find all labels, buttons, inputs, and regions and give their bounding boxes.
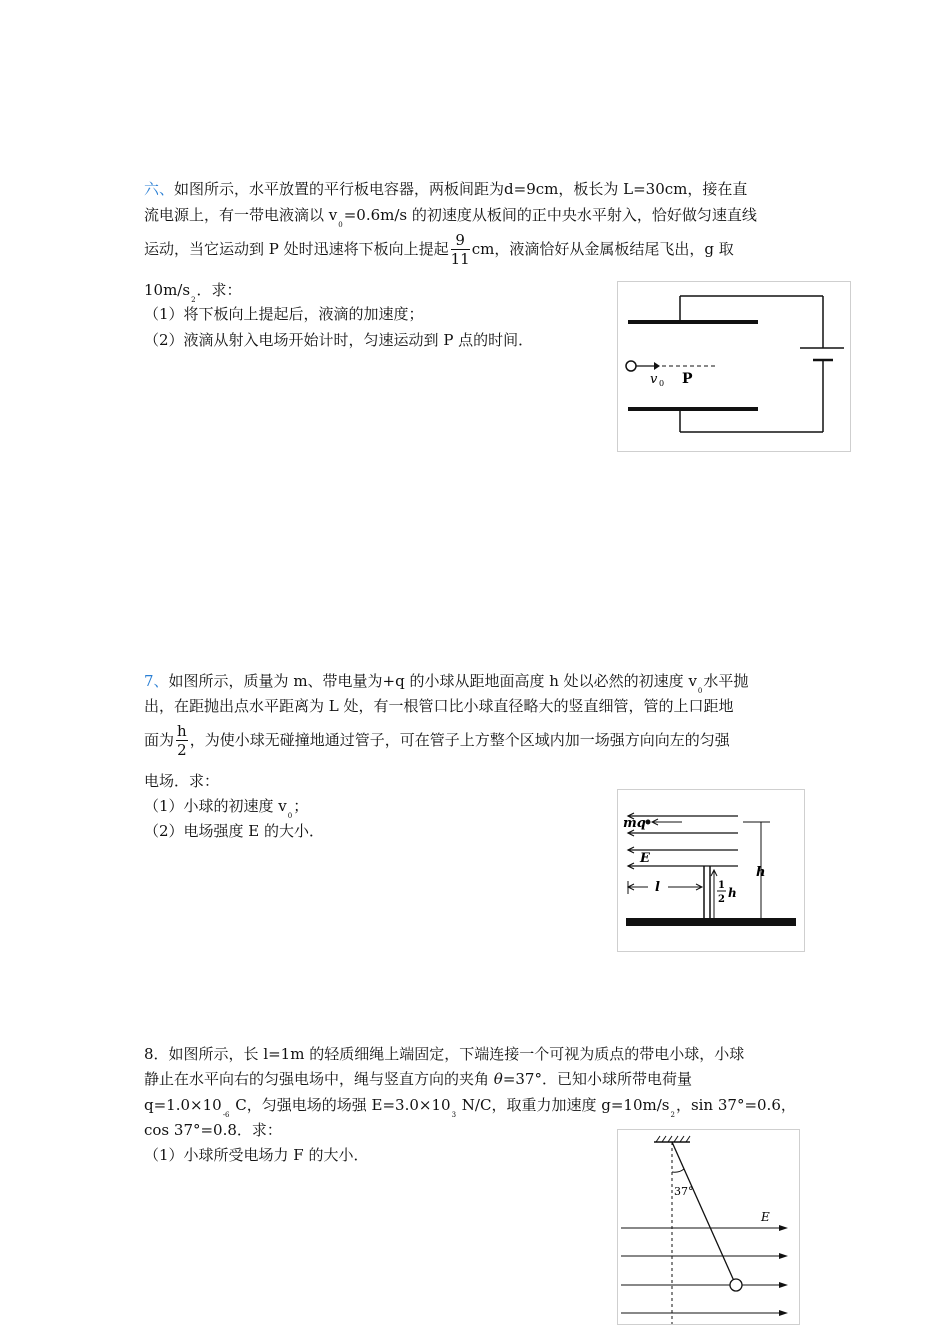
- p-label: P: [682, 371, 693, 387]
- q6-part-1: （1）将下板向上提起后，液滴的加速度；: [144, 305, 424, 323]
- svg-text:0: 0: [659, 379, 665, 388]
- q6-line-3: 运动，当它运动到 P 处时迅速将下板向上提起 $\frac{9}{11}$ cm，液滴恰好从金属板结尾飞出，g 取: [144, 231, 734, 268]
- E-field-label: E: [761, 1210, 770, 1224]
- q8-line-3: $q=1.0\times 10_{-6}$ C，匀强电场的场强 $E=3.0\times 10_3$ N/C，取重力加速度 $g=10m/s_2$，sin 37°=0.6，: [144, 1096, 796, 1119]
- q8-pendulum-figure: [617, 1129, 800, 1325]
- svg-text:1: 1: [718, 880, 725, 891]
- q7-number: 7、: [144, 672, 169, 690]
- q7-line-1: 7、如图所示，质量为 m、带电量为+q 的小球从距地面高度 h 处以必然的初速度 $v_0$水平抛: [144, 672, 749, 695]
- q7-projectile-figure: [617, 789, 805, 952]
- E-label: E: [640, 851, 650, 866]
- v0-label: v: [650, 372, 658, 387]
- q6-capacitor-figure: [617, 281, 851, 452]
- fraction-h-2: $\frac{h}{2}$: [177, 722, 187, 759]
- q8-line-4: cos 37°=0.8．求：: [144, 1121, 282, 1139]
- q7-line-3: 面为 $\frac{h}{2}$ ，为使小球无碰撞地通过管子，可在管子上方整个区域内加一场强方向向左的匀强: [144, 722, 730, 759]
- angle-label: 37°: [674, 1185, 694, 1198]
- svg-text:h: h: [728, 886, 737, 900]
- svg-text:2: 2: [718, 894, 725, 905]
- q6-part-2: （2）液滴从射入电场开始计时，匀速运动到 P 点的时间．: [144, 331, 534, 349]
- h-label: h: [756, 865, 766, 880]
- q7-line-4: 电场．求：: [144, 772, 220, 790]
- q8-part-1: （1）小球所受电场力 F 的大小．: [144, 1146, 369, 1164]
- q7-part-1: （1）小球的初速度 $v_0$；: [144, 797, 309, 820]
- q6-number: 六、: [144, 180, 175, 198]
- q6-line-4: $10m/s_2$．求：: [144, 281, 242, 304]
- q7-part-2: （2）电场强度 E 的大小．: [144, 822, 325, 840]
- l-label: l: [655, 880, 660, 895]
- q8-line-1: 8．如图所示，长 l=1m 的轻质细绳上端固定，下端连接一个可视为质点的带电小球，小球: [144, 1045, 745, 1063]
- q6-line-2: 流电源上，有一带电液滴以 $v_0=0.6m/s$ 的初速度从板间的正中央水平射入，恰好做匀速直线: [144, 206, 757, 229]
- q6-line-1: 六、如图所示，水平放置的平行板电容器，两板间距为d=9cm，板长为 L=30cm，接在直: [144, 180, 748, 198]
- q8-line-2: 静止在水平向右的匀强电场中，绳与竖直方向的夹角 θ=37°．已知小球所带电荷量: [144, 1070, 692, 1088]
- mq-label: mq: [623, 816, 646, 831]
- fraction-9-11: $\frac{9}{11}$: [450, 231, 470, 268]
- q7-line-2: 出，在距抛出点水平距离为 L 处，有一根管口比小球直径略大的竖直细管，管的上口距地: [144, 697, 734, 715]
- q8-number: 8．: [144, 1045, 169, 1063]
